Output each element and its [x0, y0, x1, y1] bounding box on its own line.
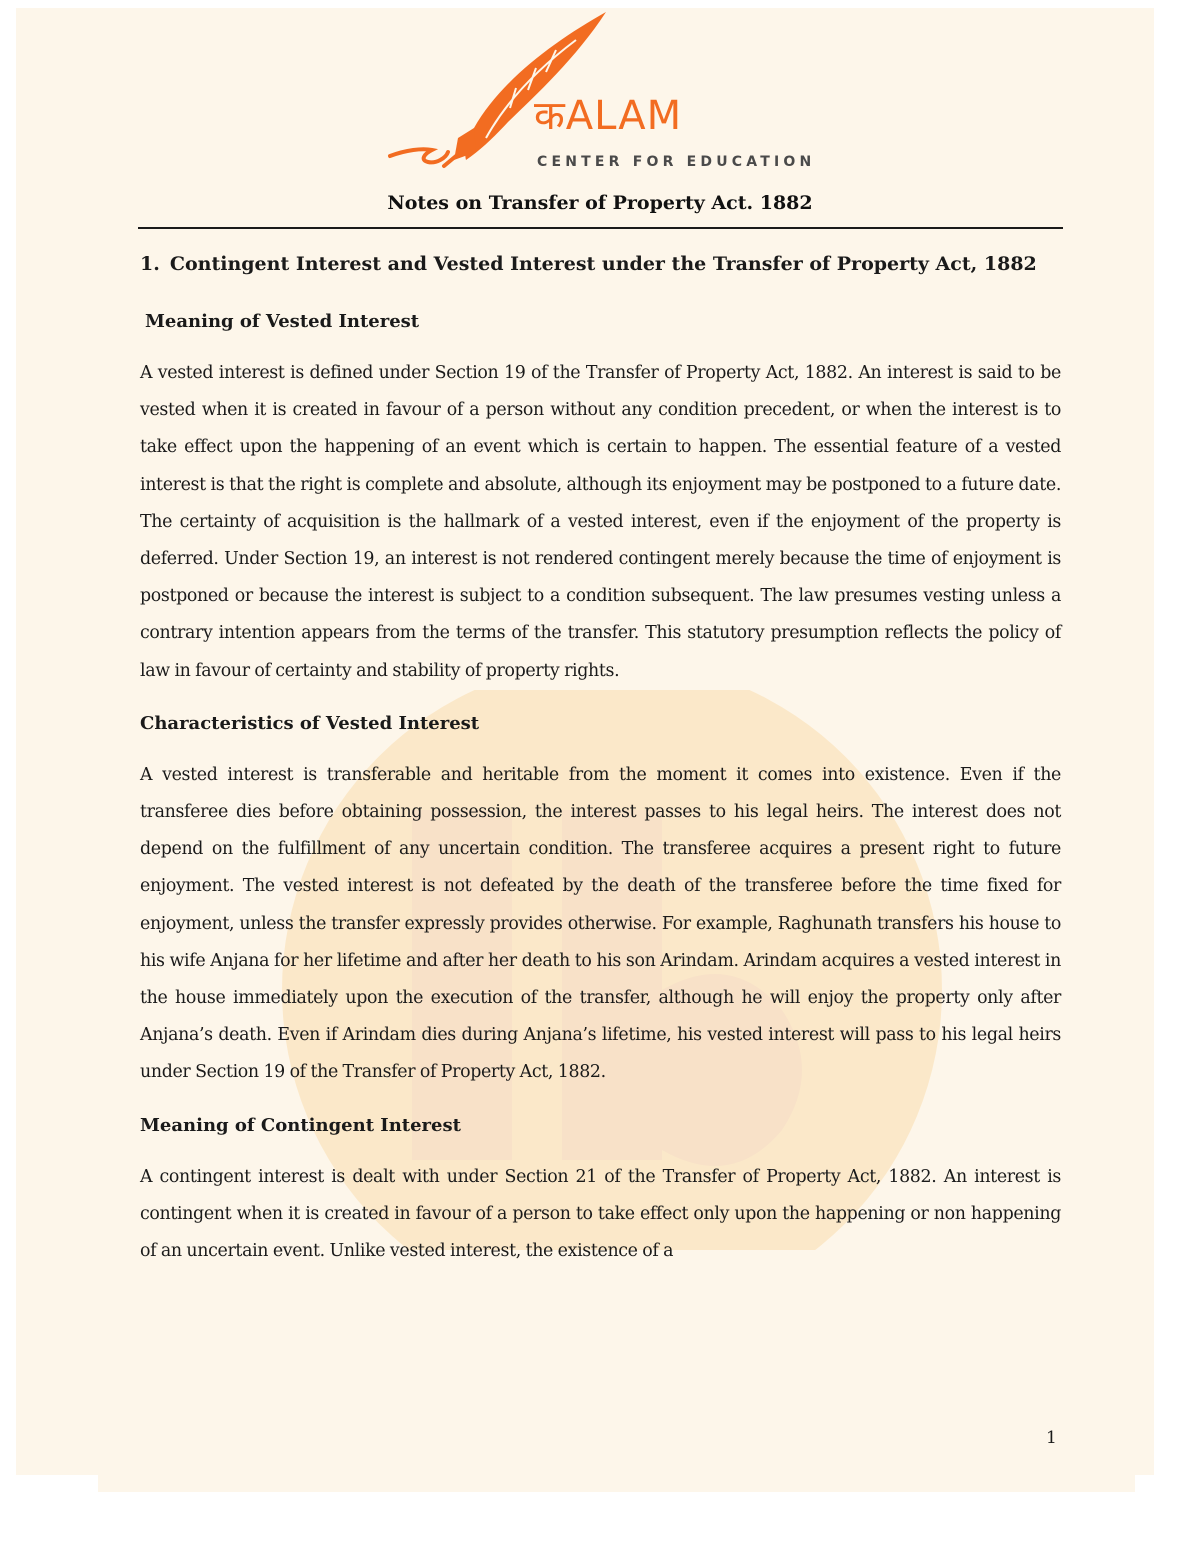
page-background-footer: [98, 1470, 1135, 1492]
sub-heading-vested-meaning: Meaning of Vested Interest: [145, 311, 420, 332]
section-number: 1.: [140, 253, 160, 275]
logo-subtitle: CENTER FOR EDUCATION: [537, 154, 816, 170]
document-body: [140, 248, 1061, 1289]
title-divider: [138, 227, 1063, 229]
page-title: Notes on Transfer of Property Act. 1882: [387, 192, 813, 214]
sub-heading-vested-characteristics: Characteristics of Vested Interest: [140, 712, 480, 734]
paragraph-contingent-meaning: A contingent interest is dealt with under Section 21 of the Transfer of Property Act, 1882. An interest is contingent when it is created in favour of a person to take effect only upon the happening or non happening of an uncertain event. Unlike vested interest, the existence of a: [140, 1166, 1061, 1262]
page-number: 1: [1046, 1428, 1057, 1448]
sub-heading-contingent-meaning: Meaning of Contingent Interest: [140, 1114, 461, 1136]
logo-wordmark: कALAM: [534, 93, 683, 139]
section-title: Contingent Interest and Vested Interest under the Transfer of Property Act, 1882: [169, 253, 1037, 275]
section-heading: [140, 248, 1061, 280]
paragraph-vested-characteristics: A vested interest is transferable and heritable from the moment it comes into existence. Even if the transferee dies before obtaining possession, the interest passes to his legal heirs. The interest does not depend on the fulfillment of any uncertain condition. The transferee acquires a present right to future enjoyment. The vested interest is not defeated by the death of the transferee before the time fixed for enjoyment, unless the transfer expressly provides otherwise. For example, Raghunath transfers his house to his wife Anjana for her lifetime and after her death to his son Arindam. Arindam acquires a vested interest in the house immediately upon the execution of the transfer, although he will enjoy the property only after Anjana’s death. Even if Arindam dies during Anjana’s lifetime, his vested interest will pass to his legal heirs under Section 19 of the Transfer of Property Act, 1882.: [140, 764, 1061, 1083]
paragraph-vested-meaning: A vested interest is defined under Section 19 of the Transfer of Property Act, 1882. An interest is said to be vested when it is created in favour of a person without any condition precedent, or when the interest is to take effect upon the happening of an event which is certain to happen. The essential feature of a vested interest is that the right is complete and absolute, although its enjoyment may be postponed to a future date. The certainty of acquisition is the hallmark of a vested interest, even if the enjoyment of the property is deferred. Under Section 19, an interest is not rendered contingent merely because the time of enjoyment is postponed or because the interest is subject to a condition subsequent. The law presumes vesting unless a contrary intention appears from the terms of the transfer. This statutory presumption reflects the policy of law in favour of certainty and stability of property rights.: [140, 363, 1061, 681]
